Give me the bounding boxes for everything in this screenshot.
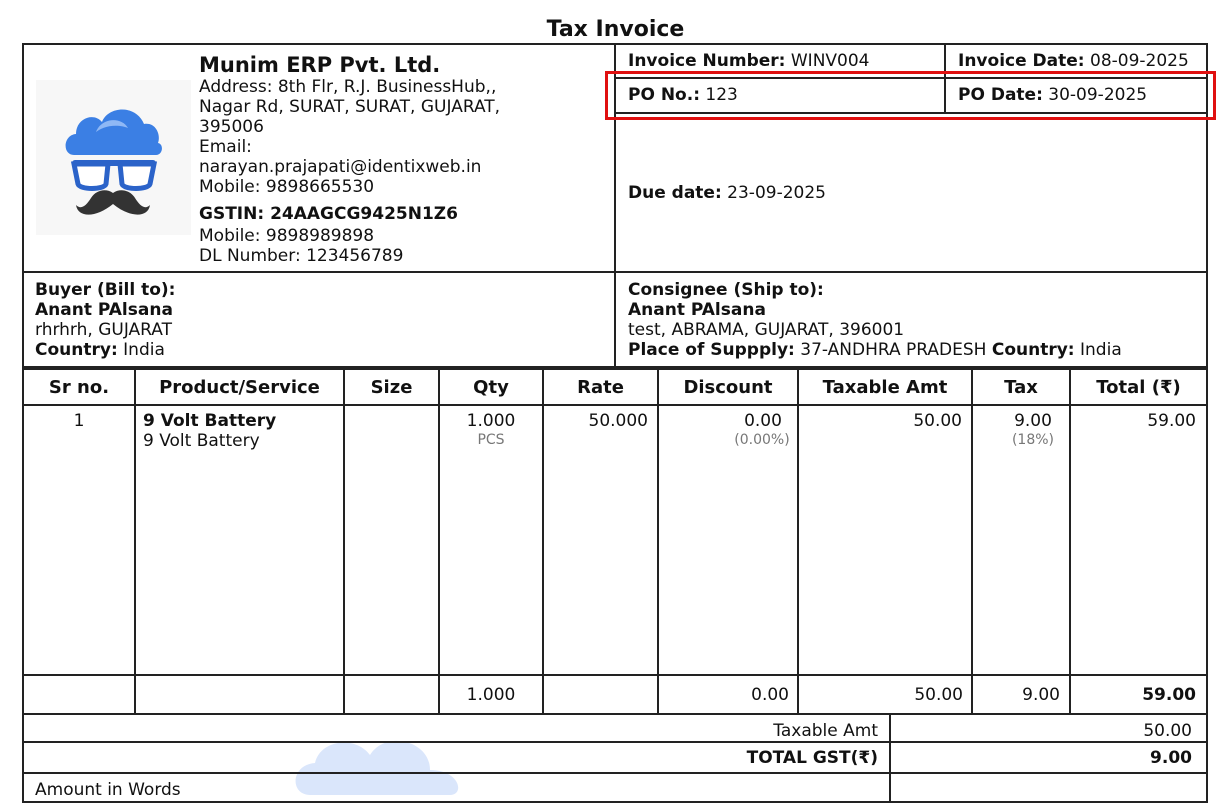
header-sr-no: Sr no. [48, 377, 110, 398]
totals-taxable-amt: 50.00 [914, 685, 963, 705]
row-total: 59.00 [1147, 411, 1196, 431]
buyer-address: rhrhrh, GUJARAT [35, 320, 172, 340]
po-highlight-box [605, 71, 1216, 120]
invoice-date [958, 51, 1189, 71]
buyer-name: Anant PAlsana [35, 300, 173, 320]
buyer-country-value: India [123, 340, 165, 360]
company-logo [36, 80, 191, 235]
company-mobile-2: Mobile: 9898989898 [199, 226, 375, 246]
consignee-address: test, ABRAMA, GUJARAT, 396001 [628, 320, 905, 340]
header-tax: Tax [1004, 377, 1038, 398]
row-tax: 9.00 [1014, 411, 1052, 431]
due-date [628, 183, 826, 203]
summary-gst-label: TOTAL GST(₹) [746, 748, 878, 768]
company-email-label: Email: [199, 137, 252, 157]
totals-total: 59.00 [1142, 685, 1196, 705]
row-unit: PCS [477, 432, 505, 448]
row-product-name: 9 Volt Battery [143, 411, 277, 431]
company-address-line-2: Nagar Rd, SURAT, SURAT, GUJARAT, [199, 97, 501, 117]
row-discount-pct: (0.00%) [734, 432, 790, 448]
company-gstin: GSTIN: 24AAGCG9425N1Z6 [199, 204, 458, 224]
invoice-date-value: 08-09-2025 [1090, 51, 1189, 71]
consignee-name: Anant PAlsana [628, 300, 766, 320]
totals-discount: 0.00 [751, 685, 789, 705]
totals-qty: 1.000 [466, 685, 516, 705]
invoice-number [628, 51, 870, 71]
header-size: Size [370, 377, 413, 398]
header-rate: Rate [577, 377, 624, 398]
company-address-line-1: Address: 8th Flr, R.J. BusinessHub,, [199, 77, 497, 97]
summary-taxable-value: 50.00 [1143, 721, 1192, 741]
invoice-number-label: Invoice Number: [628, 51, 786, 71]
due-date-value: 23-09-2025 [727, 183, 826, 203]
row-discount: 0.00 [744, 411, 782, 431]
mustache-glasses-cloud-logo-icon [36, 80, 191, 235]
due-date-label: Due date: [628, 183, 722, 203]
row-tax-pct: (18%) [1011, 432, 1055, 448]
company-email: narayan.prajapati@identixweb.in [199, 157, 482, 177]
row-product-desc: 9 Volt Battery [143, 431, 260, 451]
po-number-label: PO No.: [628, 85, 700, 105]
header-qty: Qty [473, 377, 509, 398]
row-sr: 1 [73, 411, 85, 431]
header-total: Total (₹) [1096, 377, 1181, 398]
invoice-date-label: Invoice Date: [958, 51, 1085, 71]
header-product: Product/Service [159, 377, 320, 398]
document-title: Tax Invoice [546, 17, 685, 42]
po-date-label: PO Date: [958, 85, 1043, 105]
consignee-place-value: 37-ANDHRA PRADESH [800, 340, 987, 360]
buyer-country [35, 340, 165, 360]
po-number-value: 123 [705, 85, 738, 105]
company-name: Munim ERP Pvt. Ltd. [199, 53, 441, 77]
summary-gst-value: 9.00 [1150, 748, 1192, 768]
buyer-country-label: Country: [35, 340, 118, 360]
row-rate: 50.000 [588, 411, 648, 431]
row-qty: 1.000 [466, 411, 516, 431]
consignee-country-label: Country: [991, 340, 1075, 360]
totals-tax: 9.00 [1022, 685, 1060, 705]
buyer-heading: Buyer (Bill to): [35, 280, 176, 300]
row-taxable-amt: 50.00 [913, 411, 962, 431]
consignee-place [628, 340, 1122, 360]
header-taxable-amt: Taxable Amt [822, 377, 948, 398]
company-dl-number: DL Number: 123456789 [199, 246, 404, 266]
company-mobile-1: Mobile: 9898665530 [199, 177, 375, 197]
header-discount: Discount [683, 377, 773, 398]
po-date-value: 30-09-2025 [1048, 85, 1148, 105]
consignee-place-label: Place of Suppply: [628, 340, 795, 360]
consignee-heading: Consignee (Ship to): [628, 280, 824, 300]
consignee-country-value: India [1080, 340, 1122, 360]
amount-in-words-label: Amount in Words [35, 780, 181, 800]
company-address-line-3: 395006 [199, 117, 264, 137]
invoice-number-value: WINV004 [790, 51, 870, 71]
summary-taxable-label: Taxable Amt [773, 721, 878, 741]
